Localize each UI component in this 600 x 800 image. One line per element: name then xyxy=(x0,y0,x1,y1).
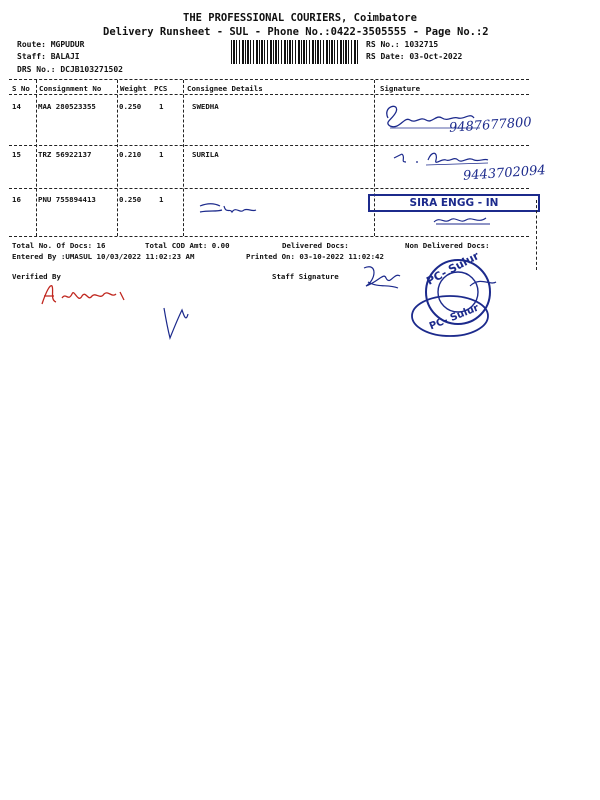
col-header-consignee: Consignee Details xyxy=(187,84,263,93)
row-consignee: SWEDHA xyxy=(192,102,219,111)
rs-date: RS Date: 03-Oct-2022 xyxy=(366,52,463,61)
rs-number: RS No.: 1032715 xyxy=(366,40,439,49)
row-sno: 16 xyxy=(12,195,21,204)
col-header-consignment: Consignment No xyxy=(39,84,102,93)
col-divider xyxy=(374,80,375,236)
route-label: Route: MGPUDUR xyxy=(17,40,85,49)
total-docs: Total No. Of Docs: 16 xyxy=(12,241,106,250)
col-divider xyxy=(117,80,118,236)
col-divider xyxy=(36,80,37,236)
runsheet-title: Delivery Runsheet - SUL - Phone No.:0422-3505555 - Page No.:2 xyxy=(103,26,489,38)
company-title: THE PROFESSIONAL COURIERS, Coimbatore xyxy=(183,12,417,24)
delivered-docs: Delivered Docs: xyxy=(282,241,349,250)
table-header-rule xyxy=(9,94,529,95)
col-header-signature: Signature xyxy=(380,84,421,93)
row-weight: 0.210 xyxy=(119,150,142,159)
col-divider xyxy=(183,80,184,236)
col-header-sno: S No xyxy=(12,84,30,93)
row-divider xyxy=(9,188,529,189)
table-bottom-rule xyxy=(9,236,529,237)
staff-label: Staff: BALAJI xyxy=(17,52,80,61)
company-stamp: SIRA ENGG - IN xyxy=(368,194,540,212)
row-consignment: PNU 755894413 xyxy=(38,195,96,204)
entered-by: Entered By :UMASUL 10/03/2022 11:02:23 AM xyxy=(12,252,195,261)
drs-number: DRS No.: DCJB103271502 xyxy=(17,65,123,74)
row-pcs: 1 xyxy=(159,195,164,204)
row-consignment: MAA 280523355 xyxy=(38,102,96,111)
row-divider xyxy=(9,145,529,146)
consignee-scribble xyxy=(196,198,266,220)
table-top-rule xyxy=(9,79,529,80)
row-sno: 14 xyxy=(12,102,21,111)
col-header-pcs: PCS xyxy=(154,84,168,93)
handwritten-phone: 9487677800 xyxy=(448,115,533,136)
row-pcs: 1 xyxy=(159,150,164,159)
handwritten-phone: 9443702094 xyxy=(462,163,547,184)
staff-signature-label: Staff Signature xyxy=(272,272,339,281)
stamp-text-top: PC- Sulur xyxy=(424,249,482,288)
row-pcs: 1 xyxy=(159,102,164,111)
col-header-weight: Weight xyxy=(120,84,147,93)
non-delivered-docs: Non Delivered Docs: xyxy=(405,241,490,250)
row-consignee: SURILA xyxy=(192,150,219,159)
total-cod: Total COD Amt: 0.00 xyxy=(145,241,230,250)
margin-mark xyxy=(536,200,537,270)
row-sno: 15 xyxy=(12,150,21,159)
row-weight: 0.250 xyxy=(119,195,142,204)
verified-signature xyxy=(38,280,138,314)
printed-on: Printed On: 03-10-2022 11:02:42 xyxy=(246,252,384,261)
barcode xyxy=(231,40,358,64)
stamp-text-bottom: PC- Sulur xyxy=(427,302,481,333)
initials-mark xyxy=(160,300,200,342)
row-weight: 0.250 xyxy=(119,102,142,111)
verified-by-label: Verified By xyxy=(12,272,61,281)
stamp-signature xyxy=(430,210,510,230)
row-consignment: TRZ 56922137 xyxy=(38,150,92,159)
